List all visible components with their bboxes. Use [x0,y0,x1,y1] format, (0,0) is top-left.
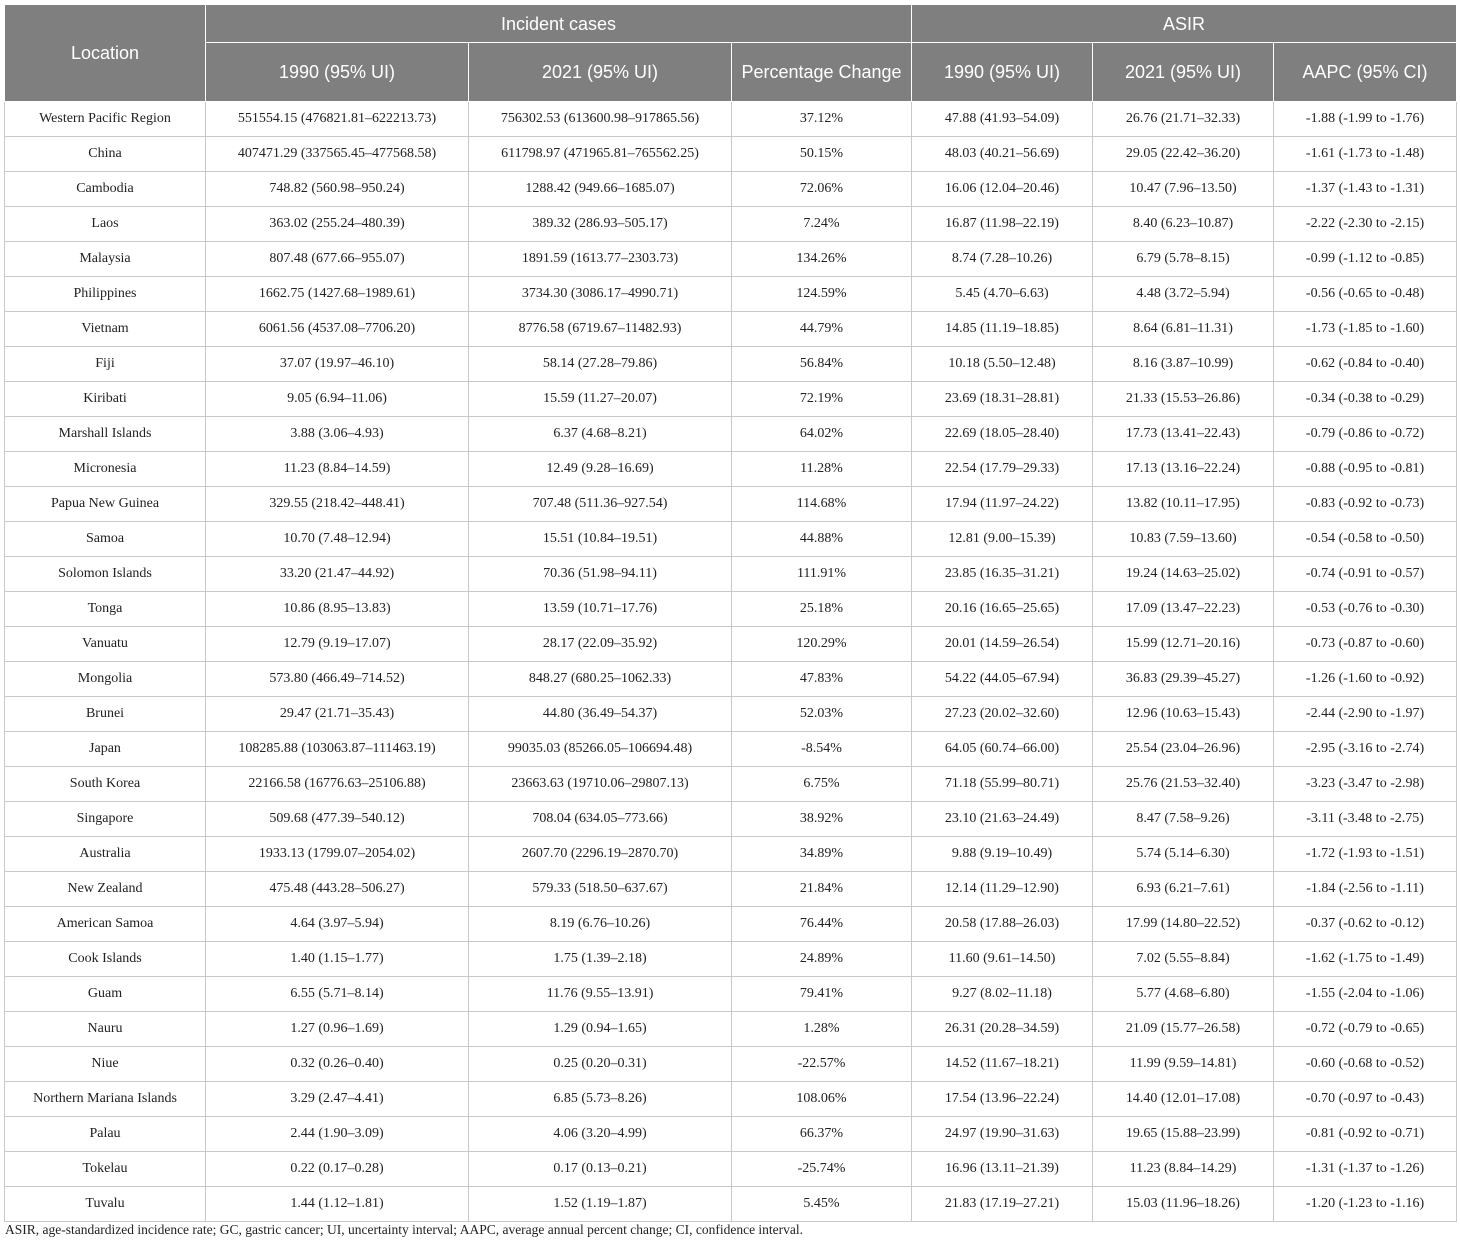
cell-cases-1990: 1.44 (1.12–1.81) [206,1187,469,1222]
cell-cases-2021: 1891.59 (1613.77–2303.73) [469,242,732,277]
cell-aapc: -1.72 (-1.93 to -1.51) [1274,837,1457,872]
table-row [5,942,1457,977]
cell-asir-1990: 9.27 (8.02–11.18) [912,977,1093,1012]
table-row [5,872,1457,907]
cell-cases-1990: 1.27 (0.96–1.69) [206,1012,469,1047]
cell-asir-1990: 26.31 (20.28–34.59) [912,1012,1093,1047]
cell-asir-1990: 8.74 (7.28–10.26) [912,242,1093,277]
table-row [5,312,1457,347]
table-row [5,1152,1457,1187]
table-row [5,172,1457,207]
cell-aapc: -0.56 (-0.65 to -0.48) [1274,277,1457,312]
cell-location: Vietnam [5,312,206,347]
cell-aapc: -0.53 (-0.76 to -0.30) [1274,592,1457,627]
cell-cases-2021: 1288.42 (949.66–1685.07) [469,172,732,207]
table-row [5,837,1457,872]
cell-location: China [5,137,206,172]
cell-cases-1990: 6.55 (5.71–8.14) [206,977,469,1012]
cell-location: Philippines [5,277,206,312]
table-row [5,1047,1457,1082]
cell-percentage-change: -8.54% [732,732,912,767]
table-row [5,137,1457,172]
cell-aapc: -1.61 (-1.73 to -1.48) [1274,137,1457,172]
cell-percentage-change: 47.83% [732,662,912,697]
cell-percentage-change: 72.19% [732,382,912,417]
cell-location: Fiji [5,347,206,382]
cell-cases-1990: 0.32 (0.26–0.40) [206,1047,469,1082]
cell-percentage-change: 72.06% [732,172,912,207]
cell-cases-1990: 509.68 (477.39–540.12) [206,802,469,837]
table-row [5,767,1457,802]
cell-cases-1990: 4.64 (3.97–5.94) [206,907,469,942]
cell-location: Palau [5,1117,206,1152]
cell-percentage-change: 108.06% [732,1082,912,1117]
cell-location: Brunei [5,697,206,732]
cell-aapc: -0.54 (-0.58 to -0.50) [1274,522,1457,557]
cell-percentage-change: 37.12% [732,102,912,137]
cell-asir-1990: 20.16 (16.65–25.65) [912,592,1093,627]
cell-cases-2021: 11.76 (9.55–13.91) [469,977,732,1012]
cell-asir-1990: 20.01 (14.59–26.54) [912,627,1093,662]
cell-aapc: -0.37 (-0.62 to -0.12) [1274,907,1457,942]
cell-percentage-change: 6.75% [732,767,912,802]
cell-percentage-change: -25.74% [732,1152,912,1187]
cell-aapc: -2.95 (-3.16 to -2.74) [1274,732,1457,767]
cell-location: Australia [5,837,206,872]
table-row [5,802,1457,837]
table-header [5,5,1457,102]
cell-location: Nauru [5,1012,206,1047]
cell-asir-2021: 17.73 (13.41–22.43) [1093,417,1274,452]
cell-asir-2021: 17.13 (13.16–22.24) [1093,452,1274,487]
cell-aapc: -0.83 (-0.92 to -0.73) [1274,487,1457,522]
cell-aapc: -1.88 (-1.99 to -1.76) [1274,102,1457,137]
cell-cases-2021: 15.59 (11.27–20.07) [469,382,732,417]
cell-asir-1990: 5.45 (4.70–6.63) [912,277,1093,312]
cell-cases-2021: 6.37 (4.68–8.21) [469,417,732,452]
cell-cases-2021: 0.25 (0.20–0.31) [469,1047,732,1082]
cell-cases-2021: 611798.97 (471965.81–765562.25) [469,137,732,172]
cell-location: New Zealand [5,872,206,907]
cell-asir-1990: 24.97 (19.90–31.63) [912,1117,1093,1152]
cell-asir-2021: 10.83 (7.59–13.60) [1093,522,1274,557]
table-row [5,242,1457,277]
cell-aapc: -0.99 (-1.12 to -0.85) [1274,242,1457,277]
cell-asir-2021: 25.54 (23.04–26.96) [1093,732,1274,767]
cell-cases-2021: 707.48 (511.36–927.54) [469,487,732,522]
cell-aapc: -0.72 (-0.79 to -0.65) [1274,1012,1457,1047]
cell-aapc: -1.31 (-1.37 to -1.26) [1274,1152,1457,1187]
cell-asir-1990: 14.85 (11.19–18.85) [912,312,1093,347]
cell-cases-1990: 407471.29 (337565.45–477568.58) [206,137,469,172]
cell-aapc: -0.74 (-0.91 to -0.57) [1274,557,1457,592]
cell-asir-2021: 10.47 (7.96–13.50) [1093,172,1274,207]
cell-cases-1990: 807.48 (677.66–955.07) [206,242,469,277]
cell-location: Laos [5,207,206,242]
cell-percentage-change: 44.79% [732,312,912,347]
cell-asir-1990: 71.18 (55.99–80.71) [912,767,1093,802]
table-row [5,1117,1457,1152]
cell-cases-2021: 2607.70 (2296.19–2870.70) [469,837,732,872]
cell-percentage-change: 111.91% [732,557,912,592]
cell-asir-1990: 22.54 (17.79–29.33) [912,452,1093,487]
cell-aapc: -1.20 (-1.23 to -1.16) [1274,1187,1457,1222]
cell-aapc: -0.70 (-0.97 to -0.43) [1274,1082,1457,1117]
cell-aapc: -1.73 (-1.85 to -1.60) [1274,312,1457,347]
cell-asir-2021: 36.83 (29.39–45.27) [1093,662,1274,697]
cell-asir-2021: 21.33 (15.53–26.86) [1093,382,1274,417]
cell-asir-2021: 21.09 (15.77–26.58) [1093,1012,1274,1047]
cell-percentage-change: 34.89% [732,837,912,872]
cell-asir-2021: 13.82 (10.11–17.95) [1093,487,1274,522]
cell-cases-1990: 551554.15 (476821.81–622213.73) [206,102,469,137]
cell-asir-2021: 11.99 (9.59–14.81) [1093,1047,1274,1082]
cell-percentage-change: 134.26% [732,242,912,277]
cell-location: Tuvalu [5,1187,206,1222]
cell-percentage-change: 5.45% [732,1187,912,1222]
cell-percentage-change: 114.68% [732,487,912,522]
cell-aapc: -3.23 (-3.47 to -2.98) [1274,767,1457,802]
cell-cases-2021: 1.75 (1.39–2.18) [469,942,732,977]
cell-cases-1990: 573.80 (466.49–714.52) [206,662,469,697]
cell-aapc: -1.55 (-2.04 to -1.06) [1274,977,1457,1012]
cell-aapc: -1.84 (-2.56 to -1.11) [1274,872,1457,907]
header-location: Location [5,5,206,102]
table-body [5,102,1457,1222]
header-asir-1990: 1990 (95% UI) [912,43,1093,102]
cell-asir-2021: 12.96 (10.63–15.43) [1093,697,1274,732]
cell-asir-2021: 19.65 (15.88–23.99) [1093,1117,1274,1152]
cell-location: Mongolia [5,662,206,697]
cell-cases-1990: 29.47 (21.71–35.43) [206,697,469,732]
table-row [5,522,1457,557]
cell-percentage-change: 124.59% [732,277,912,312]
cell-cases-1990: 748.82 (560.98–950.24) [206,172,469,207]
cell-cases-2021: 44.80 (36.49–54.37) [469,697,732,732]
cell-asir-1990: 22.69 (18.05–28.40) [912,417,1093,452]
cell-percentage-change: 44.88% [732,522,912,557]
cell-cases-1990: 363.02 (255.24–480.39) [206,207,469,242]
cell-asir-1990: 14.52 (11.67–18.21) [912,1047,1093,1082]
cell-percentage-change: 7.24% [732,207,912,242]
cell-percentage-change: 50.15% [732,137,912,172]
cell-percentage-change: 52.03% [732,697,912,732]
cell-percentage-change: -22.57% [732,1047,912,1082]
data-table [4,4,1457,1222]
cell-asir-2021: 6.79 (5.78–8.15) [1093,242,1274,277]
cell-cases-1990: 1662.75 (1427.68–1989.61) [206,277,469,312]
cell-asir-1990: 17.94 (11.97–24.22) [912,487,1093,522]
cell-aapc: -2.44 (-2.90 to -1.97) [1274,697,1457,732]
cell-aapc: -0.79 (-0.86 to -0.72) [1274,417,1457,452]
cell-aapc: -0.88 (-0.95 to -0.81) [1274,452,1457,487]
cell-asir-2021: 25.76 (21.53–32.40) [1093,767,1274,802]
header-aapc: AAPC (95% CI) [1274,43,1457,102]
cell-location: Tonga [5,592,206,627]
cell-cases-2021: 8776.58 (6719.67–11482.93) [469,312,732,347]
cell-asir-2021: 17.09 (13.47–22.23) [1093,592,1274,627]
cell-location: Cook Islands [5,942,206,977]
cell-aapc: -2.22 (-2.30 to -2.15) [1274,207,1457,242]
table-row [5,697,1457,732]
table-row [5,347,1457,382]
cell-percentage-change: 21.84% [732,872,912,907]
header-percentage-change: Percentage Change [732,43,912,102]
cell-location: Malaysia [5,242,206,277]
cell-location: Guam [5,977,206,1012]
cell-asir-2021: 26.76 (21.71–32.33) [1093,102,1274,137]
cell-asir-1990: 16.96 (13.11–21.39) [912,1152,1093,1187]
cell-asir-2021: 8.47 (7.58–9.26) [1093,802,1274,837]
cell-cases-2021: 8.19 (6.76–10.26) [469,907,732,942]
cell-asir-2021: 19.24 (14.63–25.02) [1093,557,1274,592]
cell-aapc: -1.26 (-1.60 to -0.92) [1274,662,1457,697]
cell-location: Cambodia [5,172,206,207]
cell-cases-2021: 15.51 (10.84–19.51) [469,522,732,557]
cell-percentage-change: 76.44% [732,907,912,942]
header-cases-1990: 1990 (95% UI) [206,43,469,102]
cell-asir-2021: 29.05 (22.42–36.20) [1093,137,1274,172]
cell-cases-1990: 0.22 (0.17–0.28) [206,1152,469,1187]
table-row [5,592,1457,627]
cell-cases-2021: 1.52 (1.19–1.87) [469,1187,732,1222]
cell-cases-1990: 329.55 (218.42–448.41) [206,487,469,522]
cell-cases-2021: 58.14 (27.28–79.86) [469,347,732,382]
cell-asir-2021: 6.93 (6.21–7.61) [1093,872,1274,907]
cell-cases-1990: 12.79 (9.19–17.07) [206,627,469,662]
cell-cases-1990: 6061.56 (4537.08–7706.20) [206,312,469,347]
table-row [5,277,1457,312]
cell-cases-2021: 70.36 (51.98–94.11) [469,557,732,592]
cell-cases-1990: 1.40 (1.15–1.77) [206,942,469,977]
table-container [4,4,1456,1222]
cell-aapc: -0.34 (-0.38 to -0.29) [1274,382,1457,417]
cell-cases-1990: 475.48 (443.28–506.27) [206,872,469,907]
cell-asir-2021: 8.40 (6.23–10.87) [1093,207,1274,242]
cell-cases-1990: 10.86 (8.95–13.83) [206,592,469,627]
cell-cases-2021: 3734.30 (3086.17–4990.71) [469,277,732,312]
table-row [5,487,1457,522]
cell-percentage-change: 25.18% [732,592,912,627]
cell-aapc: -1.62 (-1.75 to -1.49) [1274,942,1457,977]
cell-asir-1990: 23.10 (21.63–24.49) [912,802,1093,837]
cell-location: Singapore [5,802,206,837]
cell-asir-2021: 8.16 (3.87–10.99) [1093,347,1274,382]
cell-cases-2021: 28.17 (22.09–35.92) [469,627,732,662]
cell-location: Papua New Guinea [5,487,206,522]
cell-cases-1990: 22166.58 (16776.63–25106.88) [206,767,469,802]
cell-cases-1990: 1933.13 (1799.07–2054.02) [206,837,469,872]
cell-asir-2021: 15.99 (12.71–20.16) [1093,627,1274,662]
cell-location: Samoa [5,522,206,557]
cell-percentage-change: 120.29% [732,627,912,662]
table-row [5,382,1457,417]
cell-percentage-change: 11.28% [732,452,912,487]
cell-asir-1990: 23.85 (16.35–31.21) [912,557,1093,592]
cell-cases-2021: 99035.03 (85266.05–106694.48) [469,732,732,767]
table-row [5,207,1457,242]
cell-asir-1990: 48.03 (40.21–56.69) [912,137,1093,172]
table-footnote: ASIR, age-standardized incidence rate; GC, gastric cancer; UI, uncertainty interval; AAPC, average annual percent change; CI, confidence interval. [5,1222,804,1237]
cell-asir-1990: 9.88 (9.19–10.49) [912,837,1093,872]
cell-asir-1990: 12.81 (9.00–15.39) [912,522,1093,557]
cell-location: Northern Mariana Islands [5,1082,206,1117]
table-row [5,557,1457,592]
cell-aapc: -0.81 (-0.92 to -0.71) [1274,1117,1457,1152]
cell-location: Micronesia [5,452,206,487]
cell-asir-2021: 11.23 (8.84–14.29) [1093,1152,1274,1187]
cell-percentage-change: 1.28% [732,1012,912,1047]
cell-aapc: -3.11 (-3.48 to -2.75) [1274,802,1457,837]
cell-cases-1990: 11.23 (8.84–14.59) [206,452,469,487]
cell-asir-1990: 17.54 (13.96–22.24) [912,1082,1093,1117]
cell-percentage-change: 64.02% [732,417,912,452]
cell-asir-1990: 11.60 (9.61–14.50) [912,942,1093,977]
header-asir: ASIR [912,5,1457,43]
table-row [5,102,1457,137]
table-row [5,977,1457,1012]
cell-cases-1990: 10.70 (7.48–12.94) [206,522,469,557]
cell-asir-2021: 17.99 (14.80–22.52) [1093,907,1274,942]
cell-aapc: -0.73 (-0.87 to -0.60) [1274,627,1457,662]
cell-cases-2021: 6.85 (5.73–8.26) [469,1082,732,1117]
cell-asir-1990: 16.06 (12.04–20.46) [912,172,1093,207]
cell-location: Vanuatu [5,627,206,662]
cell-location: Tokelau [5,1152,206,1187]
cell-cases-2021: 13.59 (10.71–17.76) [469,592,732,627]
table-row [5,907,1457,942]
cell-cases-1990: 9.05 (6.94–11.06) [206,382,469,417]
table-row [5,662,1457,697]
table-row [5,1082,1457,1117]
table-row [5,1187,1457,1222]
cell-asir-1990: 10.18 (5.50–12.48) [912,347,1093,382]
cell-aapc: -0.62 (-0.84 to -0.40) [1274,347,1457,382]
cell-cases-2021: 848.27 (680.25–1062.33) [469,662,732,697]
cell-location: Niue [5,1047,206,1082]
cell-asir-1990: 47.88 (41.93–54.09) [912,102,1093,137]
cell-asir-1990: 16.87 (11.98–22.19) [912,207,1093,242]
cell-asir-1990: 23.69 (18.31–28.81) [912,382,1093,417]
cell-asir-2021: 8.64 (6.81–11.31) [1093,312,1274,347]
cell-location: Japan [5,732,206,767]
cell-asir-2021: 7.02 (5.55–8.84) [1093,942,1274,977]
cell-cases-2021: 579.33 (518.50–637.67) [469,872,732,907]
cell-location: South Korea [5,767,206,802]
cell-location: Kiribati [5,382,206,417]
cell-cases-2021: 4.06 (3.20–4.99) [469,1117,732,1152]
cell-percentage-change: 24.89% [732,942,912,977]
cell-asir-1990: 64.05 (60.74–66.00) [912,732,1093,767]
cell-asir-2021: 15.03 (11.96–18.26) [1093,1187,1274,1222]
cell-asir-1990: 54.22 (44.05–67.94) [912,662,1093,697]
cell-asir-2021: 5.77 (4.68–6.80) [1093,977,1274,1012]
cell-percentage-change: 66.37% [732,1117,912,1152]
cell-cases-1990: 108285.88 (103063.87–111463.19) [206,732,469,767]
cell-asir-1990: 21.83 (17.19–27.21) [912,1187,1093,1222]
cell-asir-2021: 4.48 (3.72–5.94) [1093,277,1274,312]
table-row [5,417,1457,452]
cell-cases-2021: 0.17 (0.13–0.21) [469,1152,732,1187]
cell-cases-2021: 756302.53 (613600.98–917865.56) [469,102,732,137]
cell-asir-1990: 27.23 (20.02–32.60) [912,697,1093,732]
table-row [5,732,1457,767]
header-incident-cases: Incident cases [206,5,912,43]
cell-asir-2021: 5.74 (5.14–6.30) [1093,837,1274,872]
cell-location: Western Pacific Region [5,102,206,137]
cell-cases-2021: 389.32 (286.93–505.17) [469,207,732,242]
cell-cases-2021: 708.04 (634.05–773.66) [469,802,732,837]
cell-asir-1990: 12.14 (11.29–12.90) [912,872,1093,907]
cell-cases-1990: 37.07 (19.97–46.10) [206,347,469,382]
cell-location: Marshall Islands [5,417,206,452]
cell-cases-2021: 23663.63 (19710.06–29807.13) [469,767,732,802]
table-row [5,452,1457,487]
cell-cases-1990: 3.88 (3.06–4.93) [206,417,469,452]
cell-cases-1990: 3.29 (2.47–4.41) [206,1082,469,1117]
table-row [5,627,1457,662]
table-row [5,1012,1457,1047]
cell-aapc: -0.60 (-0.68 to -0.52) [1274,1047,1457,1082]
cell-cases-2021: 1.29 (0.94–1.65) [469,1012,732,1047]
cell-cases-2021: 12.49 (9.28–16.69) [469,452,732,487]
cell-cases-1990: 2.44 (1.90–3.09) [206,1117,469,1152]
cell-percentage-change: 56.84% [732,347,912,382]
cell-percentage-change: 79.41% [732,977,912,1012]
cell-location: American Samoa [5,907,206,942]
header-asir-2021: 2021 (95% UI) [1093,43,1274,102]
cell-percentage-change: 38.92% [732,802,912,837]
cell-cases-1990: 33.20 (21.47–44.92) [206,557,469,592]
cell-aapc: -1.37 (-1.43 to -1.31) [1274,172,1457,207]
cell-location: Solomon Islands [5,557,206,592]
cell-asir-1990: 20.58 (17.88–26.03) [912,907,1093,942]
cell-asir-2021: 14.40 (12.01–17.08) [1093,1082,1274,1117]
header-cases-2021: 2021 (95% UI) [469,43,732,102]
